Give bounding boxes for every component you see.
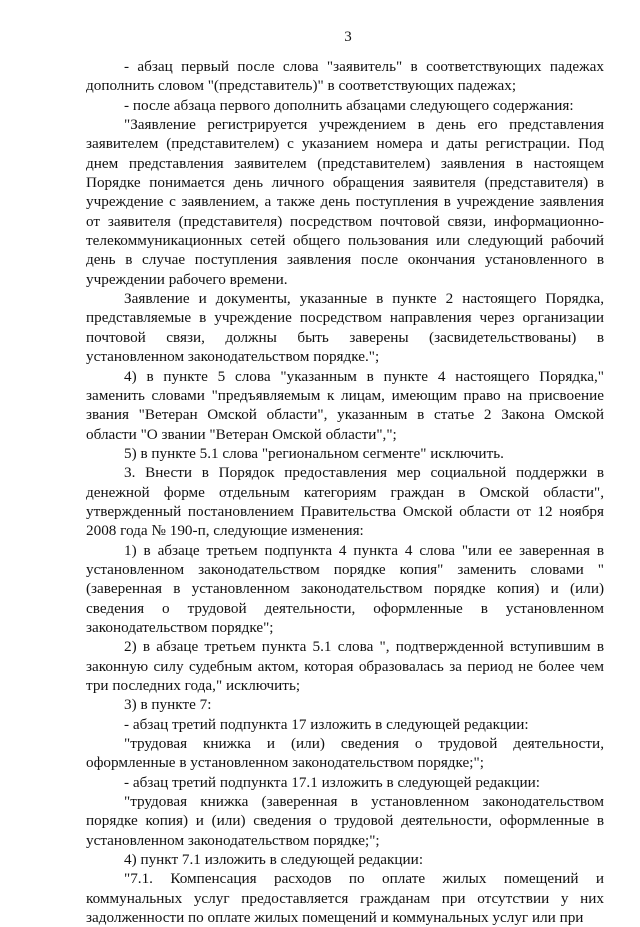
paragraph: - абзац третий подпункта 17 изложить в следующей редакции:	[124, 715, 529, 733]
paragraph: 1) в абзаце третьем подпункта 4 пункта 4 слова "или ее заверенная в установленном законодательством порядке копия" заменить словами "(заверенная в установленном законодательством порядке копия) и (или) сведения о трудовой деятельности, оформленные в установленном законодательством порядке";	[86, 541, 604, 636]
paragraph: "Заявление регистрируется учреждением в день его представления заявителем (представителем) с указанием номера и даты регистрации. Под днем представления заявителем (представителем) заявления в настоящем Порядке понимается день личного обращения заявителя (представителя) в учреждение с заявлением, а также день поступления в учреждение заявления от заявителя (представителя) посредством почтовой связи, информационно-телекоммуникационных сетей общего пользования или следующий рабочий день в случае поступления заявления после окончания установленного в учреждении рабочего времени.	[86, 116, 604, 288]
paragraph: "трудовая книжка и (или) сведения о трудовой деятельности, оформленные в установленном законодательством порядке;";	[86, 735, 604, 772]
paragraph: - после абзаца первого дополнить абзацами следующего содержания:	[124, 96, 574, 114]
paragraph: - абзац третий подпункта 17.1 изложить в следующей редакции:	[124, 773, 540, 791]
paragraph: "трудовая книжка (заверенная в установленном законодательством порядке копия) и (или) сведения о трудовой деятельности, оформленные в установленном законодательством порядке;";	[86, 793, 604, 849]
document-body	[86, 57, 604, 927]
paragraph: 2) в абзаце третьем пункта 5.1 слова ", подтвержденной вступившим в законную силу судебным актом, которая образовалась за период не более чем три последних года," исключить;	[86, 638, 604, 694]
paragraph: 3) в пункте 7:	[124, 696, 212, 714]
paragraph: Заявление и документы, указанные в пункте 2 настоящего Порядка, представляемые в учреждение посредством направления через организации почтовой связи, должны быть заверены (засвидетельствованы) в установленном законодательством порядке.";	[86, 290, 604, 366]
page-number: 3	[344, 29, 352, 45]
paragraph: 3. Внести в Порядок предоставления мер социальной поддержки в денежной форме отдельным категориям граждан в Омской области", утвержденный постановлением Правительства Омской области от 12 ноября 2008 года № 190-п, следующие изменения:	[86, 464, 604, 540]
paragraph: 4) в пункте 5 слова "указанным в пункте 4 настоящего Порядка," заменить словами "предъявляемым к лицам, имеющим право на присвоение звания "Ветеран Омской области", указанным в статье 2 Закона Омской области "О звании "Ветеран Омской области",";	[86, 367, 604, 443]
paragraph: "7.1. Компенсация расходов по оплате жилых помещений и коммунальных услуг предоставляется гражданам при отсутствии у них задолженности по оплате жилых помещений и коммунальных услуг или при	[86, 870, 604, 927]
paragraph: 4) пункт 7.1 изложить в следующей редакции:	[124, 851, 424, 869]
paragraph: - абзац первый после слова "заявитель" в соответствующих падежах дополнить словом "(представитель)" в соответствующих падежах;	[86, 58, 604, 95]
paragraph: 5) в пункте 5.1 слова "региональном сегменте" исключить.	[124, 444, 504, 462]
